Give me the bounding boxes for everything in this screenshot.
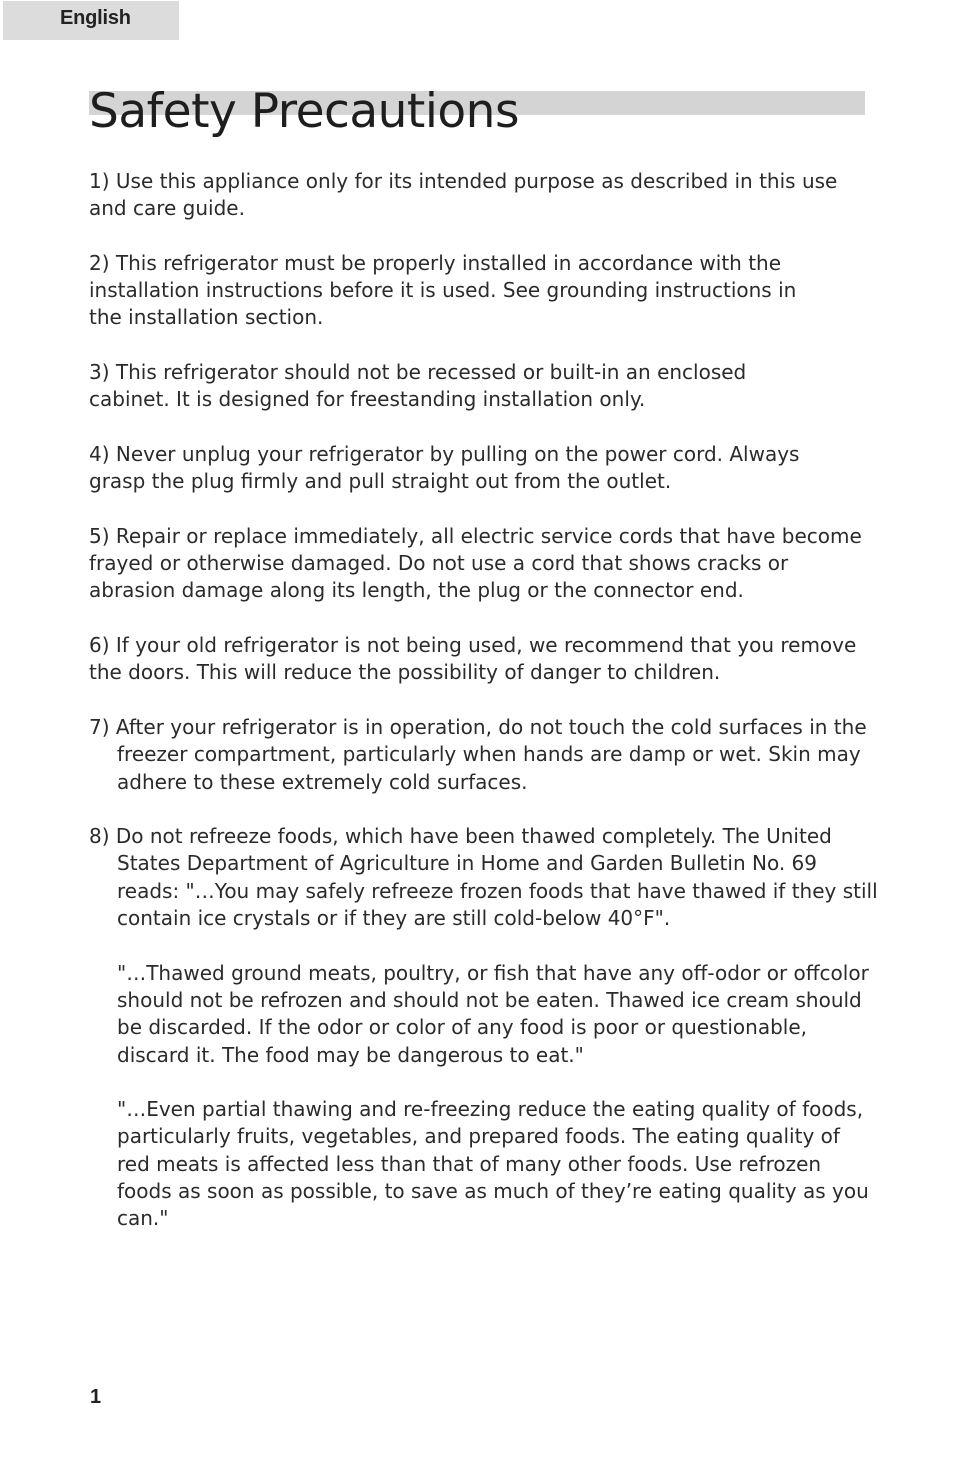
precaution-item-5: 5) Repair or replace immediately, all electric service cords that have become frayed or otherwise damaged. Do not use a cord that shows cracks or abrasion damage along its length, the plug or the connector end.	[89, 523, 862, 603]
page-title: Safety Precautions	[89, 84, 519, 139]
precaution-item-8: 8) Do not refreeze foods, which have been thawed completely. The United States Department of Agriculture in Home and Garden Bulletin No. 69 reads: "…You may safely refreeze frozen foods that have thawed if they still contain ice crystals or if they are still cold-below 40°F".	[89, 824, 878, 931]
precaution-item-1: 1) Use this appliance only for its intended purpose as described in this use and care guide.	[89, 169, 838, 221]
precaution-item-2: 2) This refrigerator must be properly installed in accordance with the installation instructions before it is used. See grounding instructions in the installation section.	[89, 250, 797, 330]
language-label: English	[60, 7, 131, 29]
precaution-item-6: 6) If your old refrigerator is not being used, we recommend that you remove the doors. This will reduce the possibility of danger to children.	[89, 633, 857, 685]
precaution-item-7: 7) After your refrigerator is in operation, do not touch the cold surfaces in the freezer compartment, particularly when hands are damp or wet. Skin may adhere to these extremely cold surfaces.	[89, 714, 867, 794]
page-number: 1	[90, 1386, 102, 1408]
usda-quote-partial-thawing: "…Even partial thawing and re-freezing reduce the eating quality of foods, particularly fruits, vegetables, and prepared foods. The eating quality of red meats is affected less than that of many other foods. Use refrozen foods as soon as possible, to save as much of they’re eating quality as you can."	[117, 1097, 869, 1231]
precaution-item-4: 4) Never unplug your refrigerator by pulling on the power cord. Always grasp the plug firmly and pull straight out from the outlet.	[89, 441, 800, 494]
safety-precautions-list	[89, 168, 879, 1260]
usda-quote-thawed-meats: "…Thawed ground meats, poultry, or fish that have any off-odor or offcolor should not be refrozen and should not be eaten. Thawed ice cream should be discarded. If the odor or color of any food is poor or questionable, discard it. The food may be dangerous to eat."	[117, 960, 869, 1067]
language-tab	[3, 1, 179, 40]
precaution-item-3: 3) This refrigerator should not be recessed or built-in an enclosed cabinet. It is designed for freestanding installation only.	[89, 360, 747, 412]
